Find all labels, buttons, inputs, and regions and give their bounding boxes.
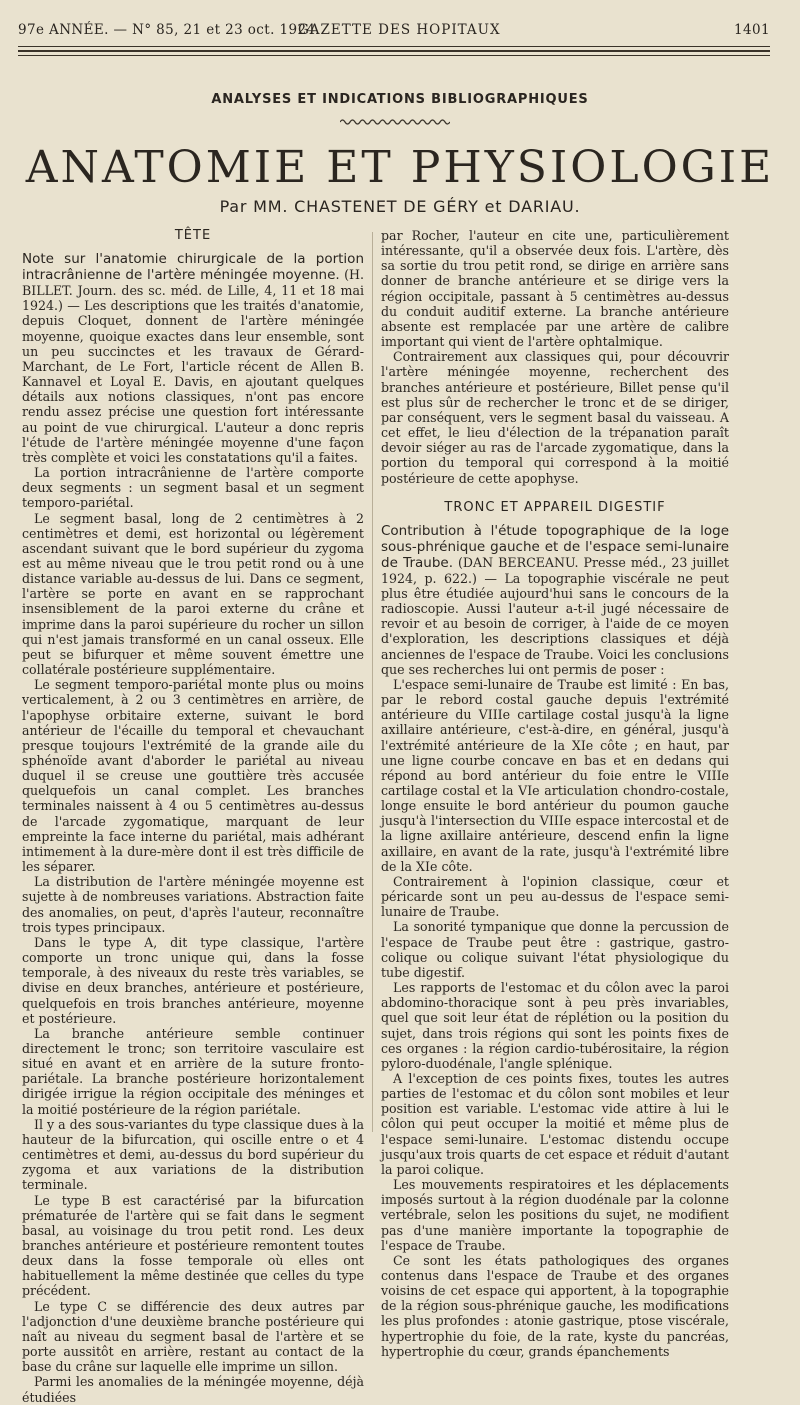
issue-info: 97e ANNÉE. — N° 85, 21 et 23 oct. 1924. <box>18 22 321 38</box>
authors-line: Par MM. CHASTENET DE GÉRY et DARIAU. <box>219 197 581 216</box>
paragraph: par Rocher, l'auteur en cite une, particulièrement intéressante, qu'il a observée deux fois. L'artère, dès sa sortie du trou petit rond, se dirige en arrière sans donner de branche antérieure et se dirige vers la région occipitale, passant à 5 centimètres au-dessus du conduit auditif externe. La branche antérieure absente est remplacée par une artère de calibre important qui vient de l'artère ophtalmique. <box>381 228 729 350</box>
paragraph: La distribution de l'artère méningée moyenne est sujette à de nombreuses variations. Abstraction faite des anomalies, on peut, d'après l'auteur, reconnaître trois types principaux. <box>22 874 364 935</box>
paragraph: Dans le type A, dit type classique, l'artère comporte un tronc unique qui, dans la fosse temporale, à des niveaux du reste très variables, se divise en deux branches, antérieure et postérieure, quelquefois en trois branches antérieure, moyenne et postérieure. <box>22 934 364 1026</box>
paragraph: Contrairement aux classiques qui, pour découvrir l'artère méningée moyenne, recherchent des branches antérieure et postérieure, Billet pense qu'il est plus sûr de rechercher le tronc et de se diriger, par conséquent, vers le segment basal du vaisseau. A cet effet, le lieu d'élection de la trépanation paraît devoir siéger au ras de l'arcade zygomatique, dans la portion du temporal qui correspond à la moitié postérieure de cette apophyse. <box>381 349 729 486</box>
paragraph: La sonorité tympanique que donne la percussion de l'espace de Traube peut être : gastrique, gastro-colique ou colique suivant l'état physiologique du tube digestif. <box>381 919 729 980</box>
page-title: ANATOMIE ET PHYSIOLOGIE <box>25 142 775 193</box>
paragraph: Le type B est caractérisé par la bifurcation prématurée de l'artère qui se fait dans le segment basal, au voisinage du trou petit rond. Les deux branches antérieure et postérieure remontent toutes deux dans la fosse temporale où elles ont habituellement la même destinée que celles du type précédent. <box>22 1192 364 1299</box>
journal-name: GAZETTE DES HOPITAUX <box>298 22 501 38</box>
article-title: Note sur l'anatomie chirurgicale de la portion intracrânienne de l'artère méningée moyenne. <box>22 251 364 284</box>
paragraph: L'espace semi-lunaire de Traube est limité : En bas, par le rebord costal gauche depuis l'extrémité antérieure du VIIIe cartilage costal jusqu'à la ligne axillaire antérieure, c'est-à-dire, en général, jusqu'à l'extrémité antérieure de la XIe côte ; en haut, par une ligne courbe concave en bas et en dedans qui répond au bord antérieur du foie entre le VIIIe cartilage costal et la VIe articulation chondro-costale, longe ensuite le bord antérieur du poumon gauche jusqu'à l'intersection du VIIIe espace intercostal et de la ligne axillaire antérieure, descend enfin la ligne axillaire, en avant de la rate, jusqu'à l'extrémité libre de la XIe côte. <box>381 676 729 874</box>
article-intro <box>381 523 729 677</box>
section-heading-tete: TÊTE <box>174 228 212 243</box>
paragraph: Les mouvements respiratoires et les déplacements imposés surtout à la région duodénale par la colonne vertébrale, selon les positions du sujet, ne modifient pas d'une manière importante la topographie de l'espace de Traube. <box>381 1177 729 1253</box>
paragraph: Contrairement à l'opinion classique, cœur et péricarde sont un peu au-dessus de l'espace semi-lunaire de Traube. <box>381 873 729 920</box>
paragraph: La branche antérieure semble continuer directement le tronc; son territoire vasculaire est situé en avant et en arrière de la suture fronto-pariétale. La branche postérieure horizontalement dirigée irrigue la région occipitale des méninges et la moitié postérieure de la région pariétale. <box>22 1025 364 1117</box>
paragraph: Le type C se différencie des deux autres par l'adjonction d'une deuxième branche postérieure qui naît au niveau du segment basal de l'artère et se porte aussitôt en arrière, restant au contact de la base du crâne sur laquelle elle imprime un sillon. <box>22 1298 364 1375</box>
article-reference: (DAN BERCEANU. Presse méd., 23 juillet 1924, p. 622.) — La topographie viscérale ne peut plus être étudiée aujourd'hui sans le concours de la radioscopie. Aussi l'auteur a-t-il jugé nécessaire de revoir et au besoin de corriger, à l'aide de ce moyen d'exploration, les descriptions classiques et déjà anciennes de l'espace de Traube. Voici les conclusions que ses recherches lui ont permis de poser : <box>381 554 729 677</box>
header-rule-bottom <box>18 55 770 56</box>
section-banner: ANALYSES ET INDICATIONS BIBLIOGRAPHIQUES <box>211 92 589 107</box>
paragraph: Parmi les anomalies de la méningée moyenne, déjà étudiées <box>22 1374 364 1405</box>
section-heading-tronc: TRONC ET APPAREIL DIGESTIF <box>444 499 666 515</box>
article-title: Contribution à l'étude topographique de la loge sous-phrénique gauche et de l'espace semi-lunaire de Traube. <box>381 522 729 571</box>
paragraph: Ce sont les états pathologiques des organes contenus dans l'espace de Traube et des organes voisins de cet espace qui apportent, à la topographie de la région sous-phrénique gauche, les modifications les plus profondes : atonie gastrique, ptose viscérale, hypertrophie du foie, de la rate, kyste du pancréas, hypertrophie du cœur, grands épanchements <box>381 1252 729 1359</box>
paragraph: A l'exception de ces points fixes, toutes les autres parties de l'estomac et du côlon sont mobiles et leur position est variable. L'estomac vide attire à lui le côlon qui peut occuper la moitié et même plus de l'espace semi-lunaire. L'estomac distendu occupe jusqu'aux trois quarts de cet espace et réduit d'autant la paroi colique. <box>381 1070 729 1177</box>
paragraph: Les rapports de l'estomac et du côlon avec la paroi abdomino-thoracique sont à peu près invariables, quel que soit leur état de réplétion ou la position du sujet, dans trois régions qui sont les points fixes de ces organes : la région cardio-tubérositaire, la région pyloro-duodénale, l'angle splénique. <box>381 980 729 1071</box>
paragraph: Le segment basal, long de 2 centimètres à 2 centimètres et demi, est horizontal ou légèrement ascendant suivant que le bord supérieur du zygoma est au même niveau que le trou petit rond ou à une distance variable au-dessus de lui. Dans ce segment, l'artère se porte en avant en se rapprochant insensiblement de la paroi externe du crâne et imprime dans la paroi supérieure du rocher un sillon qui n'est jamais transformé en un canal osseux. Elle peut se bifurquer et même souvent émettre une collatérale postérieure supplémentaire. <box>22 510 364 678</box>
left-column <box>22 228 364 1405</box>
article-intro <box>22 251 364 465</box>
paragraph: Le segment temporo-pariétal monte plus ou moins verticalement, à 2 ou 3 centimètres en arrière, de l'apophyse orbitaire externe, suivant le bord antérieur de l'écaille du temporal et chevauchant presque toujours l'extrémité de la grande aile du sphénoïde avant d'aborder le pariétal au niveau duquel il se creuse une gouttière très accusée quelquefois un canal complet. Les branches terminales naissent à 4 ou 5 centimètres au-dessus de l'arcade zygomatique, marquant de leur empreinte la face interne du pariétal, mais adhérant intimement à la dure-mère dont il est très difficile de les séparer. <box>22 677 364 875</box>
header-rule-top <box>18 46 770 47</box>
page-number: 1401 <box>734 22 770 38</box>
paragraph: La portion intracrânienne de l'artère comporte deux segments : un segment basal et un segment temporo-pariétal. <box>22 465 364 511</box>
article-reference: (H. BILLET. Journ. des sc. méd. de Lille, 4, 11 et 18 mai 1924.) — Les descriptions que les traités d'anatomie, depuis Cloquet, donnent de l'artère méningée moyenne, quoique exactes dans leur ensemble, sont un peu succinctes et les travaux de Gérard-Marchant, de Le Fort, l'article récent de Allen B. Kannavel et Loyal E. Davis, en ajoutant quelques détails aux notions classiques, n'ont pas encore rendu assez précise une question fort intéressante au point de vue chirurgical. L'auteur a donc repris l'étude de l'artère méningée moyenne d'une façon très complète et voici les constatations qu'il a faites. <box>22 267 364 465</box>
column-divider <box>372 232 373 1132</box>
running-header <box>18 22 770 42</box>
ornament-squiggle <box>340 118 450 126</box>
right-column <box>381 228 729 1359</box>
header-rule-double <box>18 50 770 52</box>
paragraph: Il y a des sous-variantes du type classique dues à la hauteur de la bifurcation, qui oscille entre o et 4 centimètres et demi, au-dessus du bord supérieur du zygoma et aux variations de la distribution terminale. <box>22 1116 364 1193</box>
